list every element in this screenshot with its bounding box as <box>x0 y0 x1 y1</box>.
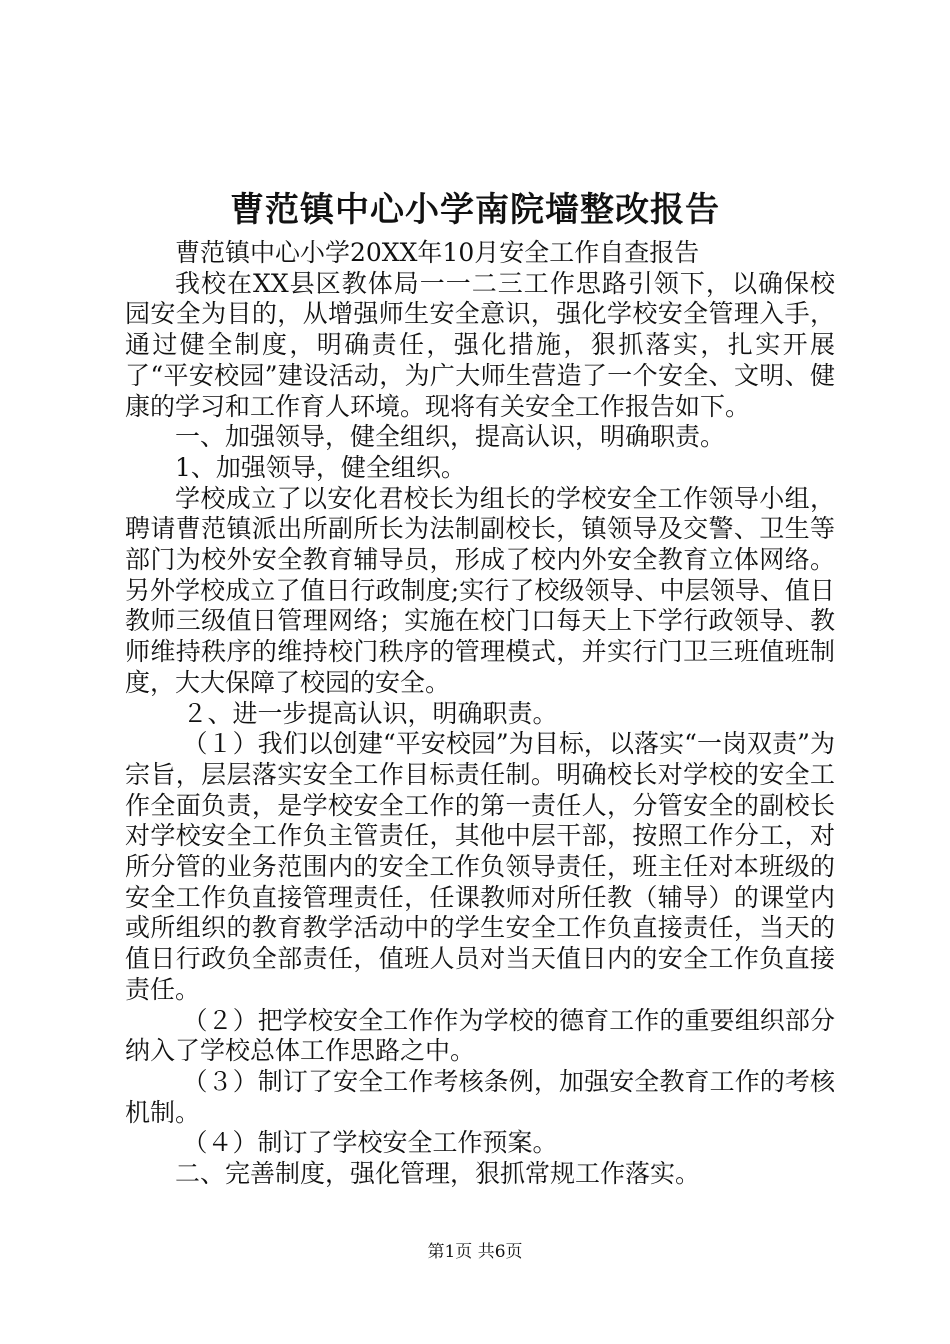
paragraph-item-3: （３）制订了安全工作考核条例，加强安全教育工作的考核机制。 <box>125 1066 835 1127</box>
section-heading-1: 一、加强领导，健全组织，提高认识，明确职责。 <box>175 422 726 452</box>
document-body <box>125 238 835 1190</box>
paragraph-subtitle: 曹范镇中心小学20XX年10月安全工作自查报告 <box>175 238 700 267</box>
section-heading-2: 二、完善制度，强化管理，狠抓常规工作落实。 <box>175 1159 701 1189</box>
paragraph-item-4: （４）制订了学校安全工作预案。 <box>182 1128 558 1158</box>
paragraph-leadership: 学校成立了以安化君校长为组长的学校安全工作领导小组，聘请曹范镇派出所副所长为法制副校长，镇领导及交警、卫生等部门为校外安全教育辅导员，形成了校内外安全教育立体网络。另外学校成立了值日行政制度;实行了校级领导、中层领导、值日教师三级值日管理网络；实施在校门口每天上下学行政领导、教师维持秩序的维持校门秩序的管理模式，并实行门卫三班值班制度，大大保障了校园的安全。 <box>125 483 835 697</box>
page-title: 曹范镇中心小学南院墙整改报告 <box>230 190 720 230</box>
paragraph-intro: 我校在XX县区教体局一一二三工作思路引领下，以确保校园安全为目的，从增强师生安全意识，强化学校安全管理入手，通过健全制度，明确责任，强化措施，狠抓落实，扎实开展了“平安校园”建设活动，为广大师生营造了一个安全、文明、健康的学习和工作育人环境。现将有关安全工作报告如下。 <box>125 268 835 421</box>
page-footer: 第1页 共6页 <box>427 1242 523 1262</box>
paragraph-item-2: （２）把学校安全工作作为学校的德育工作的重要组织部分纳入了学校总体工作思路之中。 <box>125 1005 835 1066</box>
subsection-heading-1-2: ２、进一步提高认识，明确职责。 <box>182 698 558 728</box>
paragraph-item-1: （１）我们以创建“平安校园”为目标，以落实“一岗双责”为宗旨，层层落实安全工作目标责任制。明确校长对学校的安全工作全面负责，是学校安全工作的第一责任人，分管安全的副校长对学校安全工作负主管责任，其他中层干部，按照工作分工，对所分管的业务范围内的安全工作负领导责任，班主任对本班级的安全工作负直接管理责任，任课教师对所任教（辅导）的课堂内或所组织的教育教学活动中的学生安全工作负直接责任，当天的值日行政负全部责任，值班人员对当天值日内的安全工作负直接责任。 <box>125 729 835 1004</box>
subsection-heading-1-1: 1、加强领导，健全组织。 <box>175 452 466 482</box>
